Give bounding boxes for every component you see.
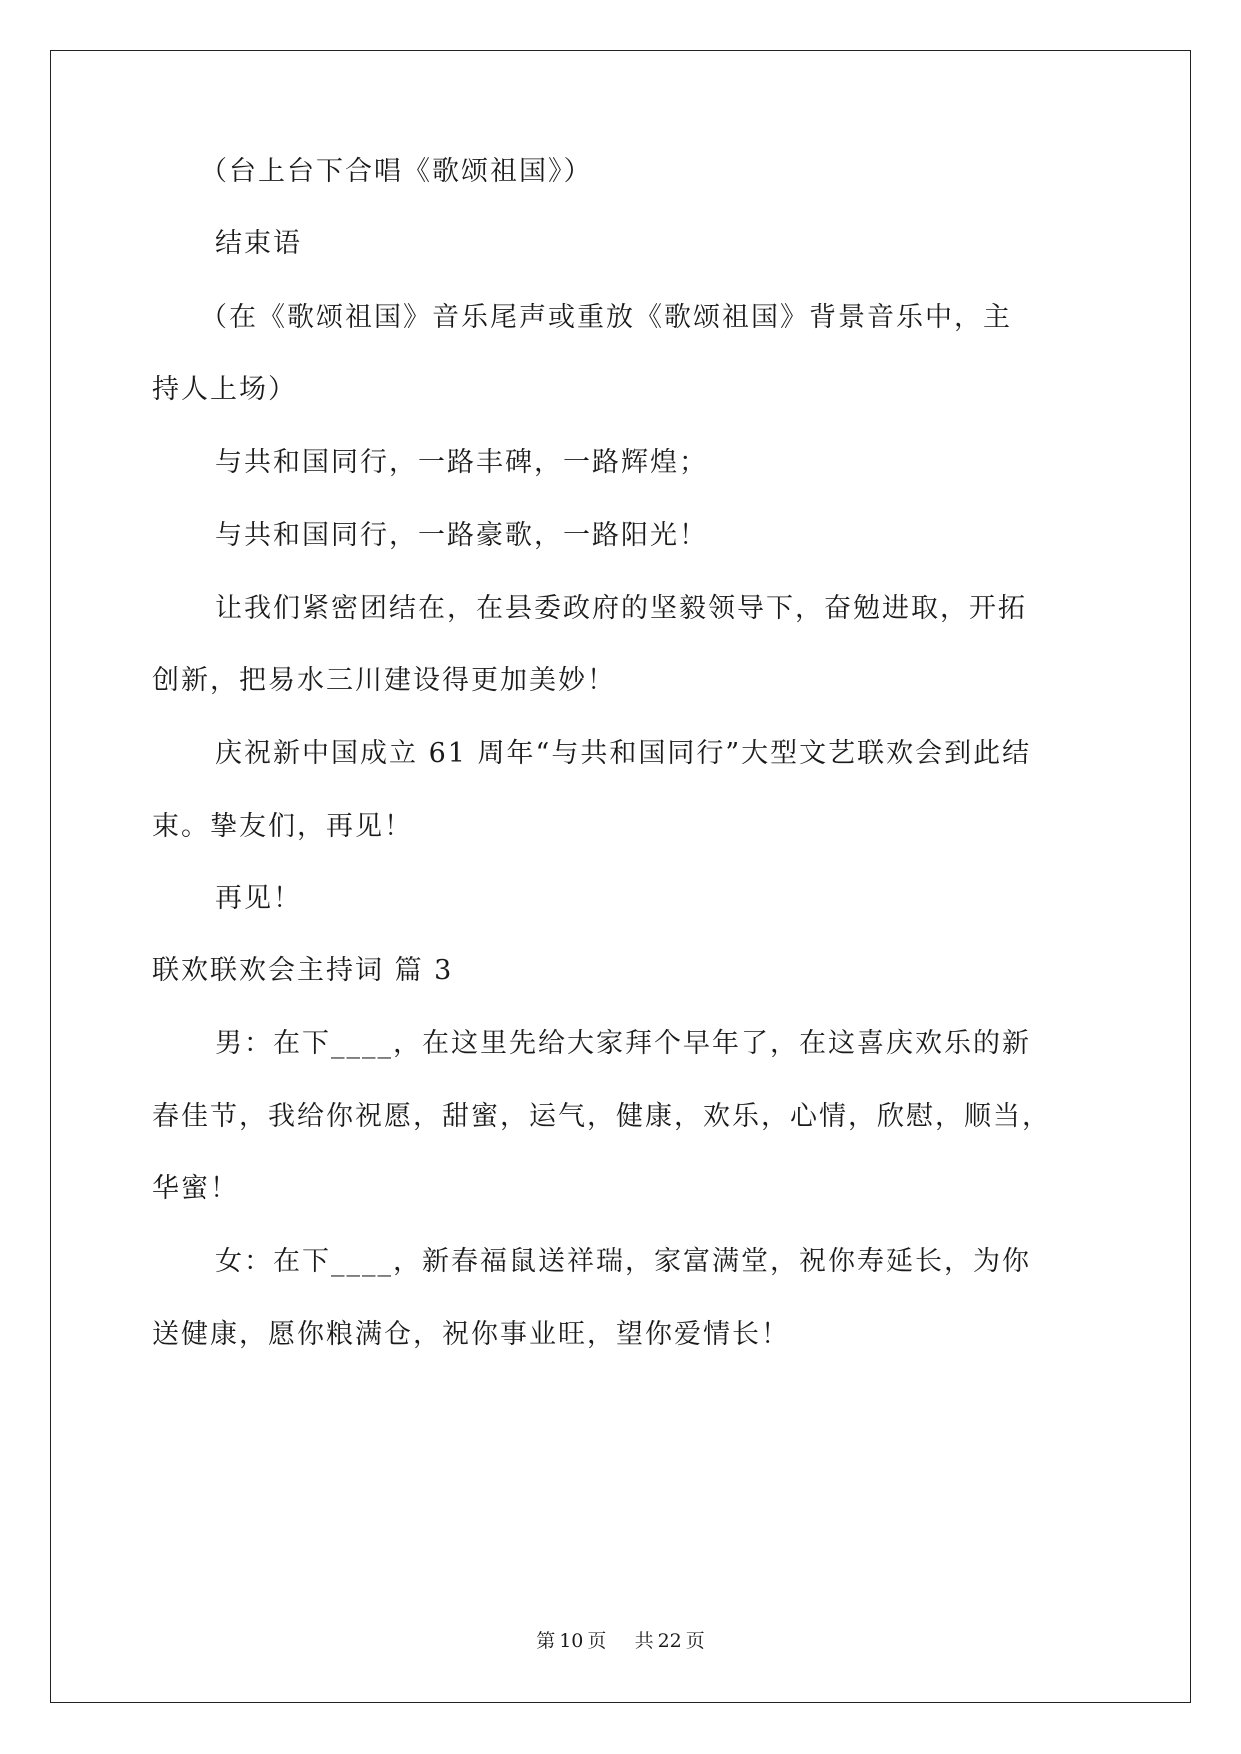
total-pages: 22: [657, 1630, 682, 1652]
section-heading-part-3: 联欢联欢会主持词 篇 3: [152, 955, 454, 986]
paragraph-line: 女：在下____，新春福鼠送祥瑞，家富满堂，祝你寿延长，为你: [215, 1246, 1031, 1277]
paragraph-line: 送健康，愿你粮满仓，祝你事业旺，望你爱情长！: [152, 1319, 790, 1350]
section-heading-closing: 结束语: [215, 228, 302, 259]
stage-direction-line-2: 持人上场）: [152, 374, 297, 405]
paragraph-line: 与共和国同行，一路豪歌，一路阳光！: [215, 520, 708, 551]
paragraph-line: 春佳节，我给你祝愿，甜蜜，运气，健康，欢乐，心情，欣慰，顺当，: [152, 1101, 1051, 1132]
page-label-suffix: 页: [587, 1630, 607, 1652]
page-label-prefix: 第: [536, 1630, 556, 1652]
stage-direction-chorus: （台上台下合唱《歌颂祖国》）: [200, 156, 593, 187]
paragraph-line: 让我们紧密团结在，在县委政府的坚毅领导下，奋勉进取，开拓: [215, 593, 1027, 624]
total-label-prefix: 共: [634, 1630, 654, 1652]
paragraph-line: 与共和国同行，一路丰碑，一路辉煌；: [215, 447, 708, 478]
paragraph-line: 男：在下____，在这里先给大家拜个早年了，在这喜庆欢乐的新: [215, 1028, 1031, 1059]
page-number: 10: [559, 1630, 584, 1652]
page-footer: [0, 1628, 1241, 1654]
paragraph-line: 束。挚友们，再见！: [152, 811, 413, 842]
paragraph-line: 庆祝新中国成立 61 周年“与共和国同行”大型文艺联欢会到此结: [215, 738, 1032, 769]
paragraph-line: 创新，把易水三川建设得更加美妙！: [152, 665, 616, 696]
paragraph-line: 再见！: [215, 883, 302, 914]
total-label-suffix: 页: [685, 1630, 705, 1652]
paragraph-line: 华蜜！: [152, 1173, 239, 1204]
stage-direction-line-1: （在《歌颂祖国》音乐尾声或重放《歌颂祖国》背景音乐中，主: [200, 302, 1012, 333]
